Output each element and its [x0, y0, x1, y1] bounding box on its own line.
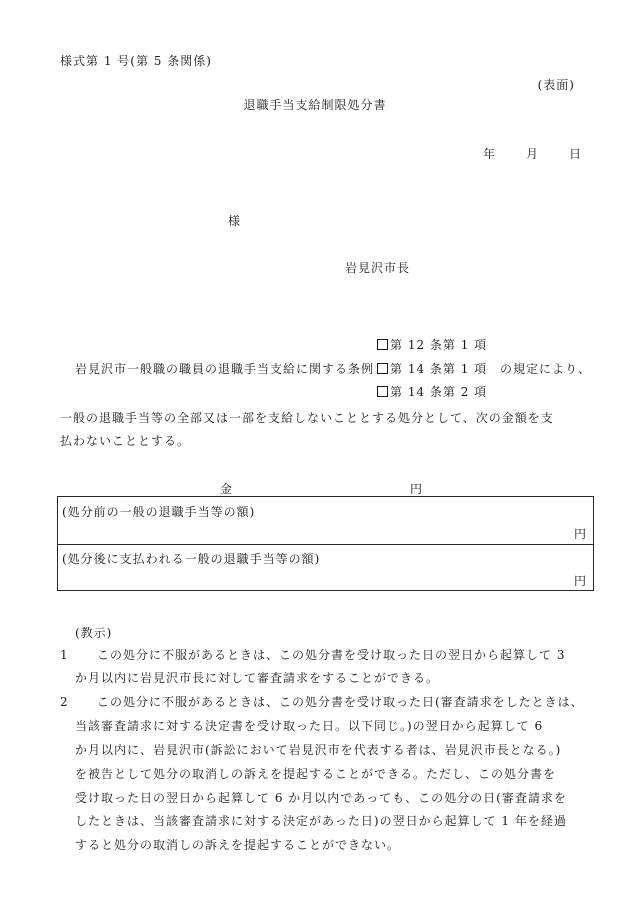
table-row-after-disposition	[58, 544, 593, 591]
ordinance-option-label: 第 14 条第 2 項	[390, 385, 488, 399]
notice-item-line: を被告として処分の取消しの訴えを提起することができる。ただし、この処分書を	[75, 767, 557, 781]
notice-item-line: この処分に不服があるときは、この処分書を受け取った日の翌日から起算して 3	[97, 648, 566, 662]
notice-item-line: 当該審査請求に対する決定書を受け取った日。以下同じ。)の翌日から起算して 6	[75, 719, 544, 733]
notice-item-line: 受け取った日の翌日から起算して 6 か月以内であっても、この処分の日(審査請求を	[75, 791, 567, 805]
date-line	[440, 146, 582, 162]
date-year-label: 年	[482, 147, 496, 161]
ordinance-option-label: 第 12 条第 1 項	[390, 338, 488, 352]
table-row-before-disposition	[58, 497, 593, 545]
body-text-line: 一般の退職手当等の全部又は一部を支給しないこととする処分として、次の金額を支	[60, 411, 554, 425]
date-month-label: 月	[525, 147, 539, 161]
checkbox-icon[interactable]	[377, 386, 388, 397]
notice-heading: (教示)	[75, 626, 113, 640]
ordinance-option-article-12-1[interactable]	[377, 337, 487, 353]
notice-item-line: すると処分の取消しの訴えを提起することができない。	[75, 838, 401, 852]
date-day-label: 日	[568, 147, 582, 161]
issuer-name: 岩見沢市長	[345, 261, 411, 275]
ordinance-option-article-14-1[interactable]	[377, 361, 487, 377]
document-title: 退職手当支給制限処分書	[243, 98, 387, 112]
amount-unit: 円	[410, 482, 424, 496]
checkbox-icon[interactable]	[377, 339, 388, 350]
body-text-line: 払わないこととする。	[60, 434, 191, 448]
ordinance-name: 岩見沢市一般職の職員の退職手当支給に関する条例	[75, 362, 375, 376]
ordinance-suffix: の規定により、	[500, 362, 592, 376]
notice-item-line: この処分に不服があるときは、この処分書を受け取った日(審査請求をしたときは、	[97, 695, 584, 709]
table-row-label: (処分後に支払われる一般の退職手当等の額)	[62, 552, 321, 566]
notice-item-number: 1	[60, 648, 69, 662]
table-row-unit: 円	[573, 527, 587, 541]
notice-item-line: か月以内に、岩見沢市(訴訟において岩見沢市を代表する者は、岩見沢市長となる。)	[75, 743, 562, 757]
table-row-unit: 円	[573, 574, 587, 588]
ordinance-option-article-14-2[interactable]	[377, 384, 487, 400]
face-label: (表面)	[537, 78, 575, 92]
ordinance-option-label: 第 14 条第 1 項	[390, 362, 488, 376]
amount-table	[57, 496, 594, 591]
table-row-label: (処分前の一般の退職手当等の額)	[62, 505, 256, 519]
addressee-honorific: 様	[228, 214, 242, 228]
notice-item-number: 2	[60, 695, 69, 709]
form-number: 様式第 1 号(第 5 条関係)	[60, 54, 212, 68]
notice-item-line: したときは、当該審査請求に対する決定があった日)の翌日から起算して 1 年を経過	[75, 814, 567, 828]
checkbox-icon[interactable]	[377, 363, 388, 374]
amount-prefix: 金	[220, 482, 234, 496]
notice-item-line: か月以内に岩見沢市長に対して審査請求をすることができる。	[75, 671, 440, 685]
